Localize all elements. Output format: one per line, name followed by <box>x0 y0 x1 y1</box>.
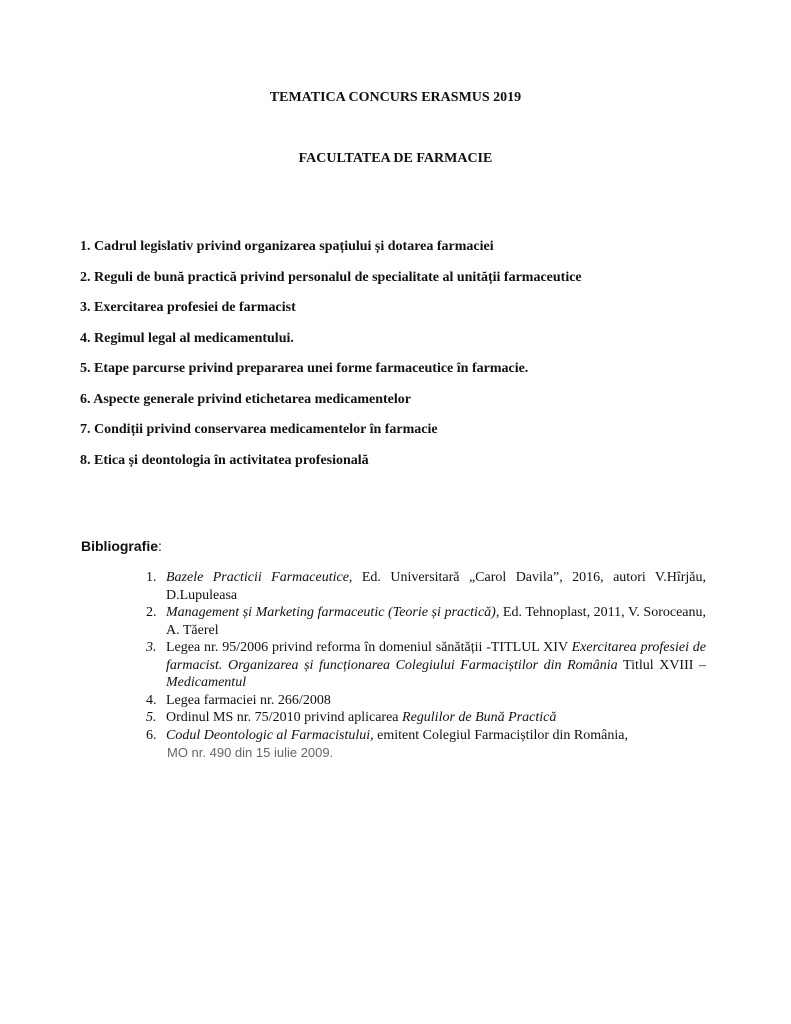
bib-number: 1. <box>146 570 157 585</box>
bib-text: Ordinul MS nr. 75/2010 privind aplicarea <box>166 710 403 725</box>
bib-number: 6. <box>146 727 157 743</box>
bib-item <box>146 569 706 604</box>
bib-title: Exercitarea profesiei de farmacist. Organizarea și funcționarea Colegiului Farmaciștilor din România <box>166 640 707 673</box>
bib-item <box>146 604 706 639</box>
bib-item <box>146 727 706 762</box>
bib-number: 5. <box>146 710 157 725</box>
bib-item <box>146 692 706 710</box>
bib-publication: MO nr. 490 din 15 iulie 2009. <box>167 745 334 760</box>
bib-text: , emitent Colegiul Farmaciștilor din România, <box>370 727 628 743</box>
faculty-subtitle: FACULTATEA DE FARMACIE <box>298 151 493 166</box>
topic-item: 5. Etape parcurse privind prepararea unei forme farmaceutice în farmacie. <box>80 361 529 376</box>
document-title: TEMATICA CONCURS ERASMUS 2019 <box>269 90 522 105</box>
bib-item <box>146 639 706 692</box>
bib-title: Regulilor de Bună Practică <box>402 710 557 725</box>
bib-number: 3. <box>146 640 157 655</box>
topic-item: 1. Cadrul legislativ privind organizarea spațiului și dotarea farmaciei <box>80 239 494 254</box>
bibliography-list <box>146 569 706 762</box>
bib-title: Management și Marketing farmaceutic (Teorie și practică), <box>166 605 500 620</box>
colon: : <box>158 538 162 554</box>
bib-text: Legea farmaciei nr. 266/2008 <box>166 692 331 708</box>
topic-item: 7. Condiții privind conservarea medicamentelor în farmacie <box>80 422 438 437</box>
bib-text: Legea nr. 95/2006 privind reforma în domeniul sănătății -TITLUL XIV <box>166 640 572 655</box>
topic-item: 4. Regimul legal al medicamentului. <box>80 330 294 346</box>
bib-title: Bazele Practicii Farmaceutice <box>166 570 349 585</box>
topic-item: 8. Etica și deontologia în activitatea profesională <box>80 452 369 468</box>
bib-title: Codul Deontologic al Farmacistului <box>166 727 371 743</box>
topic-item: 2. Reguli de bună practică privind personalul de specialitate al unității farmaceutice <box>80 269 582 285</box>
bib-text: , Ed. Universitară „Carol Davila”, 2016, autori V.Hîrjău, D.Lupuleasa <box>166 570 706 603</box>
bib-title: Medicamentul <box>166 675 247 690</box>
topic-item: 3. Exercitarea profesiei de farmacist <box>80 300 296 315</box>
bibliography-heading <box>81 538 162 554</box>
topic-item: 6. Aspecte generale privind etichetarea medicamentelor <box>80 391 411 407</box>
bib-number: 4. <box>146 692 157 708</box>
topics-list <box>80 238 582 482</box>
bib-number: 2. <box>146 605 157 620</box>
bib-text: Ed. Tehnoplast, 2011, V. Soroceanu, A. Tăerel <box>166 605 706 638</box>
bib-item <box>146 709 706 727</box>
bib-text: Titlul XVIII – <box>617 657 707 673</box>
bibliography-title: Bibliografie <box>81 538 159 554</box>
